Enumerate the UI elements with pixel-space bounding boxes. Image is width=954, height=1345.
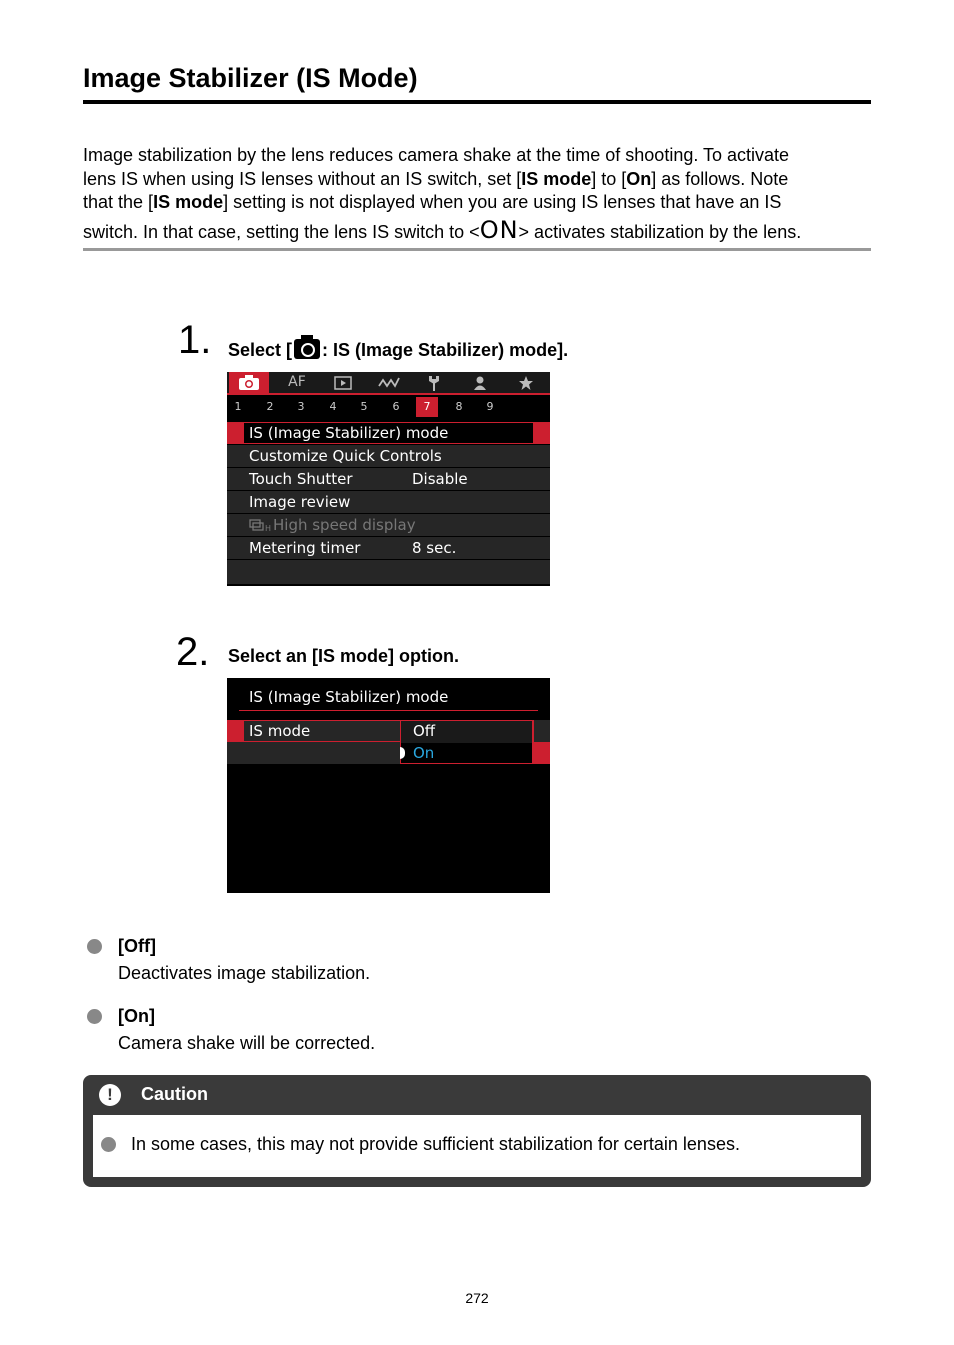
intro-paragraph: Image stabilization by the lens reduces camera shake at the time of shooting. To activate lens IS when using IS lenses without an IS switch, set [IS mode] to [On] as follows. Note that the [IS mode] setting is not displayed when you are using IS lenses that have an IS switch. In that case, setting the lens IS switch to <ON> activates stabilization by the lens.	[83, 144, 871, 251]
subtab-row	[227, 395, 550, 419]
subtab-6[interactable]: 6	[392, 400, 400, 413]
bullet-icon	[101, 1137, 116, 1152]
subtab-9[interactable]: 9	[486, 400, 494, 413]
star-tab-icon[interactable]	[506, 372, 546, 393]
menu-item-customize-quick-controls[interactable]: Customize Quick Controls	[227, 445, 550, 468]
menu-screen-1	[227, 372, 550, 586]
option-off-description: Deactivates image stabilization.	[118, 963, 371, 983]
play-tab-icon[interactable]	[323, 372, 363, 393]
on-row-accent	[533, 742, 550, 764]
subtab-8[interactable]: 8	[455, 400, 463, 413]
caution-label: Caution	[141, 1084, 208, 1104]
header-divider	[239, 710, 538, 711]
step-number-2: 2.	[176, 630, 210, 674]
menu-item-touch-shutter[interactable]: Touch Shutter Disable	[227, 468, 550, 491]
wave-tab-icon[interactable]	[369, 372, 409, 393]
wrench-tab-icon[interactable]	[414, 372, 454, 393]
page-number: 272	[465, 1290, 489, 1306]
subtab-2[interactable]: 2	[266, 400, 274, 413]
camera-tab-icon[interactable]	[229, 372, 269, 393]
option-off[interactable]: Off	[413, 722, 436, 740]
subtab-5[interactable]: 5	[360, 400, 368, 413]
caution-content	[93, 1115, 861, 1177]
person-tab-icon[interactable]	[460, 372, 500, 393]
svg-text:H: H	[265, 524, 272, 532]
touch-shutter-value: Disable	[412, 470, 468, 488]
option-on[interactable]: On	[413, 744, 435, 762]
on-switch-glyph: ON	[479, 215, 519, 244]
subtab-4[interactable]: 4	[329, 400, 337, 413]
option-on-title: [On]	[118, 1006, 155, 1026]
menu-tabs	[227, 372, 550, 393]
high-speed-icon	[249, 514, 273, 536]
option-on-description: Camera shake will be corrected.	[118, 1033, 376, 1053]
af-tab[interactable]: AF	[288, 374, 306, 390]
option-off-title: [Off]	[118, 936, 156, 956]
bullet-icon	[87, 1009, 102, 1024]
warning-icon: !	[99, 1084, 121, 1106]
step-number-1: 1.	[178, 318, 212, 362]
page-title: Image Stabilizer (IS Mode)	[83, 58, 871, 104]
menu-item-is-mode[interactable]: IS (Image Stabilizer) mode	[227, 422, 550, 445]
step-text-2: Select an [IS mode] option.	[228, 646, 460, 666]
metering-timer-value: 8 sec.	[412, 539, 457, 557]
is-mode-screen-header: IS (Image Stabilizer) mode	[249, 688, 449, 706]
bullet-icon	[87, 939, 102, 954]
caution-box	[83, 1075, 871, 1187]
is-mode-label: IS mode	[249, 722, 311, 740]
menu-item-image-review[interactable]: Image review	[227, 491, 550, 514]
camera-icon	[294, 339, 320, 359]
subtab-3[interactable]: 3	[297, 400, 305, 413]
is-mode-row-lower	[227, 742, 400, 764]
subtab-1[interactable]: 1	[234, 400, 242, 413]
menu-item-high-speed-display: H High speed display	[227, 514, 550, 537]
menu-screen-2	[227, 678, 550, 893]
menu-item-metering-timer[interactable]: Metering timer 8 sec.	[227, 537, 550, 560]
caution-text: In some cases, this may not provide sufficient stabilization for certain lenses.	[131, 1134, 740, 1154]
menu-item-empty	[227, 560, 550, 585]
step-text-1: Select [ : IS (Image Stabilizer) mode].	[228, 340, 569, 360]
subtab-7[interactable]: 7	[416, 397, 438, 417]
